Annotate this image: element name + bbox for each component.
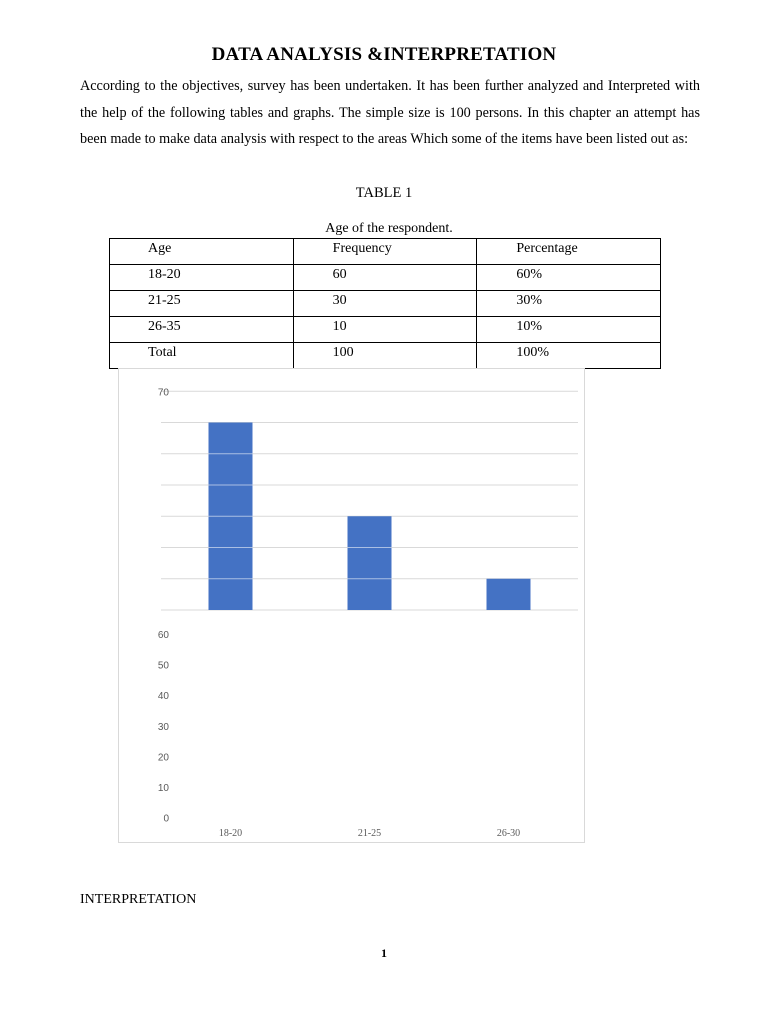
table-row <box>110 265 661 291</box>
interpretation-heading: INTERPRETATION <box>80 892 197 907</box>
table-header-row <box>110 239 661 265</box>
age-bar-chart <box>118 368 585 843</box>
chart-bar <box>487 579 531 610</box>
table-total-row <box>110 343 661 369</box>
table-cell: 26-35 <box>110 317 294 343</box>
chart-bar <box>348 516 392 610</box>
chart-category-label: 26-30 <box>496 828 521 839</box>
table-cell: 30% <box>477 291 661 317</box>
chart-tick-label: 20 <box>157 752 169 764</box>
chart-tick-label: 60 <box>157 630 169 641</box>
chart-svg <box>119 369 584 842</box>
chart-category-label: 18-20 <box>218 828 243 839</box>
table-header-cell: Frequency <box>293 239 477 265</box>
chart-tick-label: 30 <box>157 721 169 733</box>
table-cell: 10 <box>293 317 477 343</box>
chart-tick-label: 0 <box>163 813 169 825</box>
table-header-cell: Percentage <box>477 239 661 265</box>
table-caption: Age of the respondent. <box>325 221 453 236</box>
intro-paragraph: According to the objectives, survey has been undertaken. It has been further analyzed and Interpreted with the help of the following tables and graphs. The simple size is 100 persons. In this chapter an attempt has been made to make data analysis with respect to the areas Which some of the items have been listed out as: <box>80 78 700 147</box>
table-row <box>110 317 661 343</box>
age-table <box>109 238 661 369</box>
document-title: DATA ANALYSIS &INTERPRETATION <box>211 44 557 65</box>
table-cell: 18-20 <box>110 265 294 291</box>
table-cell: 21-25 <box>110 291 294 317</box>
table-cell: Total <box>110 343 294 369</box>
table-cell: 60 <box>293 265 477 291</box>
table-cell: 60% <box>477 265 661 291</box>
chart-tick-label: 10 <box>157 783 169 794</box>
table-cell: 10% <box>477 317 661 343</box>
table-label: TABLE 1 <box>355 185 413 201</box>
chart-category-label: 21-25 <box>357 828 382 839</box>
chart-tick-label: 70 <box>157 387 169 399</box>
table-cell: 30 <box>293 291 477 317</box>
table-cell: 100 <box>293 343 477 369</box>
page-number: 1 <box>381 946 387 960</box>
table-row <box>110 291 661 317</box>
table-cell: 100% <box>477 343 661 369</box>
chart-tick-label: 50 <box>157 660 169 672</box>
chart-tick-label: 40 <box>157 691 169 703</box>
table-header-cell: Age <box>110 239 294 265</box>
